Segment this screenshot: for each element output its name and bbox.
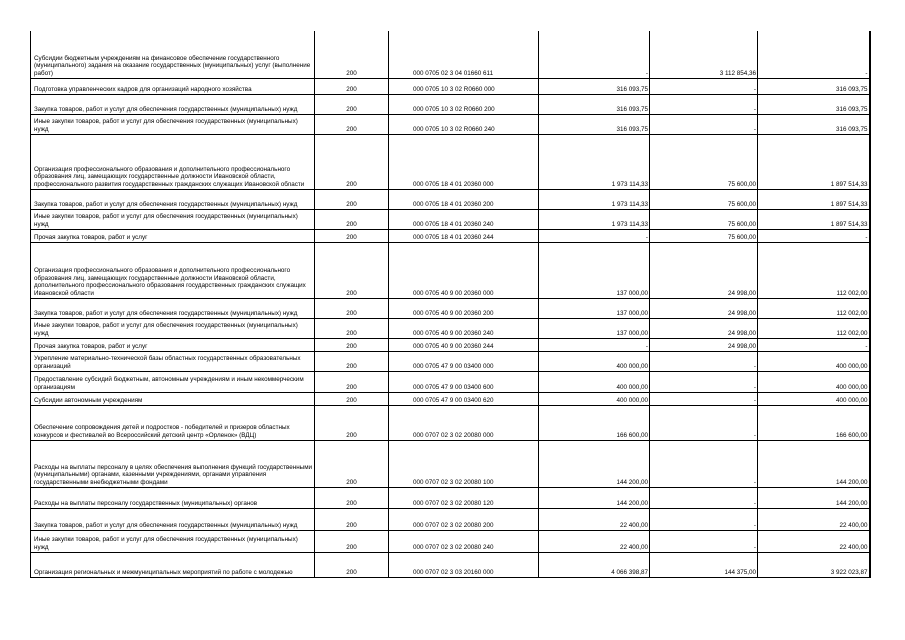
row-changes-amount: - — [650, 440, 758, 487]
budget-table-body — [31, 31, 870, 577]
row-budget-code: 000 0705 47 9 00 03400 000 — [389, 351, 539, 371]
row-budget-code: 000 0707 02 3 03 20160 000 — [389, 552, 539, 577]
row-approved-amount: 137 000,00 — [539, 298, 650, 318]
row-admin-code: 200 — [315, 94, 389, 114]
row-executed-amount: 1 897 514,33 — [758, 189, 870, 209]
row-budget-code: 000 0705 40 9 00 20360 200 — [389, 298, 539, 318]
table-row — [31, 189, 870, 209]
row-budget-code: 000 0705 40 9 00 20360 000 — [389, 242, 539, 298]
table-row — [31, 134, 870, 189]
row-admin-code: 200 — [315, 189, 389, 209]
row-admin-code: 200 — [315, 134, 389, 189]
row-approved-amount: 22 400,00 — [539, 508, 650, 530]
row-name: Субсидии автономным учреждениям — [31, 392, 315, 405]
row-admin-code: 200 — [315, 229, 389, 242]
table-row — [31, 487, 870, 508]
row-executed-amount: - — [758, 31, 870, 78]
row-executed-amount: 316 093,75 — [758, 78, 870, 94]
table-row — [31, 351, 870, 371]
row-admin-code: 200 — [315, 114, 389, 134]
table-row — [31, 78, 870, 94]
row-executed-amount: 400 000,00 — [758, 392, 870, 405]
row-executed-amount: 316 093,75 — [758, 94, 870, 114]
row-budget-code: 000 0705 10 3 02 R0660 000 — [389, 78, 539, 94]
row-executed-amount: 400 000,00 — [758, 351, 870, 371]
row-admin-code: 200 — [315, 552, 389, 577]
row-admin-code: 200 — [315, 405, 389, 440]
row-budget-code: 000 0705 18 4 01 20360 240 — [389, 209, 539, 229]
row-approved-amount: 22 400,00 — [539, 530, 650, 552]
row-executed-amount: 112 002,00 — [758, 242, 870, 298]
row-admin-code: 200 — [315, 78, 389, 94]
row-approved-amount: 316 093,75 — [539, 94, 650, 114]
row-changes-amount: 144 375,00 — [650, 552, 758, 577]
row-changes-amount: - — [650, 487, 758, 508]
row-approved-amount: - — [539, 31, 650, 78]
row-budget-code: 000 0705 40 9 00 20360 240 — [389, 318, 539, 338]
row-name: Иные закупки товаров, работ и услуг для обеспечения государственных (муниципальных) нужд — [31, 318, 315, 338]
row-approved-amount: - — [539, 338, 650, 351]
row-name: Укрепление материально-технической базы областных государственных образовательных организаций — [31, 351, 315, 371]
row-approved-amount: 316 093,75 — [539, 114, 650, 134]
row-changes-amount: 75 600,00 — [650, 209, 758, 229]
row-name: Иные закупки товаров, работ и услуг для обеспечения государственных (муниципальных) нужд — [31, 209, 315, 229]
table-row — [31, 530, 870, 552]
row-name: Организация профессионального образования и дополнительного профессионального образования лиц, замещающих государственные должности Ивановской области, профессионального развития государственных гражданских служащих Ивановской области — [31, 134, 315, 189]
row-changes-amount: - — [650, 508, 758, 530]
row-changes-amount: - — [650, 371, 758, 392]
row-budget-code: 000 0707 02 3 02 20080 100 — [389, 440, 539, 487]
row-changes-amount: - — [650, 114, 758, 134]
row-changes-amount: - — [650, 405, 758, 440]
row-approved-amount: 1 973 114,33 — [539, 189, 650, 209]
row-approved-amount: 1 973 114,33 — [539, 134, 650, 189]
row-changes-amount: - — [650, 351, 758, 371]
row-budget-code: 000 0705 18 4 01 20360 200 — [389, 189, 539, 209]
row-executed-amount: 22 400,00 — [758, 530, 870, 552]
row-name: Иные закупки товаров, работ и услуг для обеспечения государственных (муниципальных) нужд — [31, 530, 315, 552]
row-executed-amount: 1 897 514,33 — [758, 134, 870, 189]
row-approved-amount: 137 000,00 — [539, 318, 650, 338]
row-approved-amount: 1 973 114,33 — [539, 209, 650, 229]
row-approved-amount: 4 066 398,87 — [539, 552, 650, 577]
row-executed-amount: 112 002,00 — [758, 298, 870, 318]
table-row — [31, 405, 870, 440]
row-changes-amount: 75 600,00 — [650, 229, 758, 242]
row-executed-amount: 316 093,75 — [758, 114, 870, 134]
table-row — [31, 440, 870, 487]
row-budget-code: 000 0705 02 3 04 01660 611 — [389, 31, 539, 78]
table-row — [31, 229, 870, 242]
table-row — [31, 94, 870, 114]
row-changes-amount: 24 998,00 — [650, 242, 758, 298]
row-approved-amount: - — [539, 229, 650, 242]
row-name: Расходы на выплаты персоналу государственных (муниципальных) органов — [31, 487, 315, 508]
row-admin-code: 200 — [315, 31, 389, 78]
row-changes-amount: 24 998,00 — [650, 318, 758, 338]
row-admin-code: 200 — [315, 487, 389, 508]
table-row — [31, 371, 870, 392]
row-name: Иные закупки товаров, работ и услуг для обеспечения государственных (муниципальных) нужд — [31, 114, 315, 134]
table-row — [31, 338, 870, 351]
row-budget-code: 000 0707 02 3 02 20080 120 — [389, 487, 539, 508]
row-admin-code: 200 — [315, 242, 389, 298]
row-executed-amount: 22 400,00 — [758, 508, 870, 530]
row-changes-amount: - — [650, 94, 758, 114]
row-name: Закупка товаров, работ и услуг для обеспечения государственных (муниципальных) нужд — [31, 508, 315, 530]
row-executed-amount: 144 200,00 — [758, 440, 870, 487]
row-name: Прочая закупка товаров, работ и услуг — [31, 229, 315, 242]
row-executed-amount: - — [758, 338, 870, 351]
row-budget-code: 000 0705 47 9 00 03400 600 — [389, 371, 539, 392]
row-name: Расходы на выплаты персоналу в целях обеспечения выполнения функций государственными (муниципальными) органами, казенными учреждениями, органами управления государственными внебюджетными фондами — [31, 440, 315, 487]
table-row — [31, 318, 870, 338]
row-name: Закупка товаров, работ и услуг для обеспечения государственных (муниципальных) нужд — [31, 189, 315, 209]
table-row — [31, 31, 870, 78]
row-admin-code: 200 — [315, 209, 389, 229]
row-admin-code: 200 — [315, 351, 389, 371]
table-row — [31, 242, 870, 298]
row-changes-amount: - — [650, 78, 758, 94]
row-admin-code: 200 — [315, 318, 389, 338]
row-approved-amount: 400 000,00 — [539, 392, 650, 405]
row-budget-code: 000 0705 40 9 00 20360 244 — [389, 338, 539, 351]
row-admin-code: 200 — [315, 371, 389, 392]
row-name: Организация региональных и межмуниципальных мероприятий по работе с молодежью — [31, 552, 315, 577]
row-changes-amount: 24 998,00 — [650, 298, 758, 318]
row-admin-code: 200 — [315, 338, 389, 351]
row-name: Предоставление субсидий бюджетным, автономным учреждениям и иным некоммерческим организациям — [31, 371, 315, 392]
row-name: Субсидии бюджетным учреждениям на финансовое обеспечение государственного (муниципального) задания на оказание государственных (муниципальных) услуг (выполнение работ) — [31, 31, 315, 78]
row-executed-amount: 3 922 023,87 — [758, 552, 870, 577]
table-row — [31, 552, 870, 577]
row-budget-code: 000 0707 02 3 02 20080 200 — [389, 508, 539, 530]
row-admin-code: 200 — [315, 508, 389, 530]
row-approved-amount: 137 000,00 — [539, 242, 650, 298]
row-changes-amount: 3 112 854,36 — [650, 31, 758, 78]
row-name: Закупка товаров, работ и услуг для обеспечения государственных (муниципальных) нужд — [31, 298, 315, 318]
row-admin-code: 200 — [315, 392, 389, 405]
table-row — [31, 114, 870, 134]
row-name: Прочая закупка товаров, работ и услуг — [31, 338, 315, 351]
row-budget-code: 000 0707 02 3 02 20080 000 — [389, 405, 539, 440]
row-budget-code: 000 0707 02 3 02 20080 240 — [389, 530, 539, 552]
row-changes-amount: - — [650, 392, 758, 405]
table-row — [31, 298, 870, 318]
row-name: Закупка товаров, работ и услуг для обеспечения государственных (муниципальных) нужд — [31, 94, 315, 114]
row-name: Обеспечение сопровождения детей и подростков - победителей и призеров областных конкурсов и фестивалей во Всероссийский детский центр «Орленок» (ВДЦ) — [31, 405, 315, 440]
row-admin-code: 200 — [315, 298, 389, 318]
row-approved-amount: 400 000,00 — [539, 371, 650, 392]
row-name: Подготовка управленческих кадров для организаций народного хозяйства — [31, 78, 315, 94]
row-changes-amount: 75 600,00 — [650, 189, 758, 209]
row-changes-amount: - — [650, 530, 758, 552]
row-executed-amount: - — [758, 229, 870, 242]
row-changes-amount: 75 600,00 — [650, 134, 758, 189]
row-approved-amount: 400 000,00 — [539, 351, 650, 371]
table-row — [31, 392, 870, 405]
row-changes-amount: 24 998,00 — [650, 338, 758, 351]
row-approved-amount: 166 600,00 — [539, 405, 650, 440]
row-approved-amount: 316 093,75 — [539, 78, 650, 94]
row-name: Организация профессионального образования и дополнительного профессионального образования лиц, замещающих государственные должности Ивановской области, дополнительного профессионального образования государственных гражданских служащих Ивановской области — [31, 242, 315, 298]
row-budget-code: 000 0705 10 3 02 R0660 200 — [389, 94, 539, 114]
row-executed-amount: 400 000,00 — [758, 371, 870, 392]
row-executed-amount: 166 600,00 — [758, 405, 870, 440]
row-executed-amount: 144 200,00 — [758, 487, 870, 508]
table-row — [31, 508, 870, 530]
row-budget-code: 000 0705 18 4 01 20360 244 — [389, 229, 539, 242]
row-approved-amount: 144 200,00 — [539, 440, 650, 487]
row-approved-amount: 144 200,00 — [539, 487, 650, 508]
budget-table — [30, 31, 871, 578]
row-budget-code: 000 0705 10 3 02 R0660 240 — [389, 114, 539, 134]
row-admin-code: 200 — [315, 440, 389, 487]
table-row — [31, 209, 870, 229]
row-budget-code: 000 0705 18 4 01 20360 000 — [389, 134, 539, 189]
row-executed-amount: 1 897 514,33 — [758, 209, 870, 229]
row-executed-amount: 112 002,00 — [758, 318, 870, 338]
row-admin-code: 200 — [315, 530, 389, 552]
row-budget-code: 000 0705 47 9 00 03400 620 — [389, 392, 539, 405]
